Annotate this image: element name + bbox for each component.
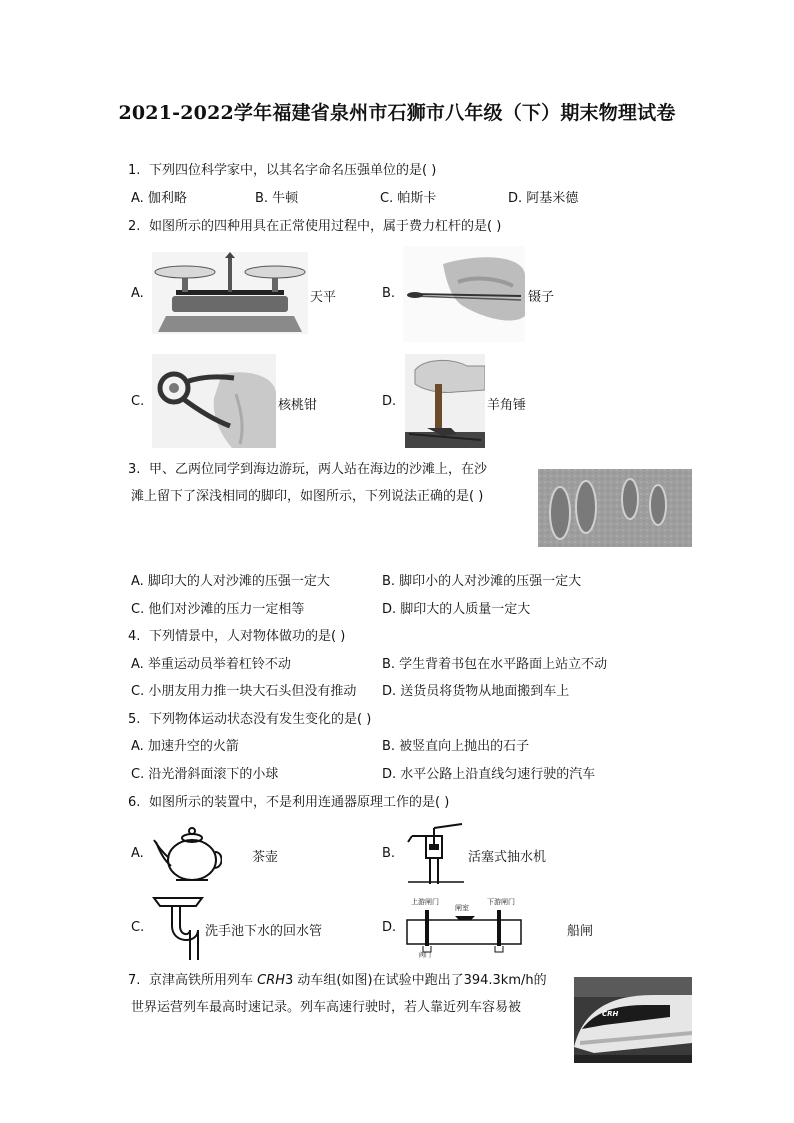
- question-stem: 下列情景中，人对物体做功的是( ): [149, 629, 346, 644]
- option-a-label: 天平: [310, 290, 337, 305]
- lock-label-upstream: 上游闸门: [411, 898, 439, 906]
- option-b-letter[interactable]: B.: [382, 846, 396, 861]
- option-b[interactable]: B. 被竖直向上抛出的石子: [382, 739, 530, 754]
- question-number: 2.: [128, 219, 141, 234]
- option-b[interactable]: B. 牛顿: [255, 191, 299, 206]
- option-d[interactable]: D. 阿基米德: [508, 191, 579, 206]
- question-number: 3.: [128, 462, 141, 477]
- train-model: CRH: [257, 973, 286, 988]
- option-c[interactable]: C. 小朋友用力推一块大石头但没有推动: [131, 684, 357, 699]
- lock-label-valve: 阀门: [419, 952, 432, 959]
- question-number: 1.: [128, 163, 141, 178]
- nutcracker-icon: [152, 354, 276, 448]
- train-image: [574, 977, 692, 1063]
- option-b-label: 活塞式抽水机: [468, 850, 547, 865]
- footprints-image: [538, 469, 692, 547]
- option-c[interactable]: C. 他们对沙滩的压力一定相等: [131, 602, 305, 617]
- option-a[interactable]: A. 举重运动员举着杠铃不动: [131, 657, 291, 672]
- option-b-label: 镊子: [528, 290, 555, 305]
- option-a[interactable]: A. 伽利略: [131, 191, 187, 206]
- option-c-letter[interactable]: C.: [131, 394, 145, 409]
- question-stem-line2: 世界运营列车最高时速记录。列车高速行驶时，若人靠近列车容易被: [131, 1000, 522, 1015]
- piston-pump-icon: [404, 822, 468, 886]
- option-c[interactable]: C. 帕斯卡: [380, 191, 437, 206]
- tweezers-icon: [403, 246, 525, 342]
- option-d[interactable]: D. 脚印大的人质量一定大: [382, 602, 531, 617]
- option-a[interactable]: A. 脚印大的人对沙滩的压强一定大: [131, 574, 330, 589]
- option-b-letter[interactable]: B.: [382, 286, 396, 301]
- option-a-label: 茶壶: [252, 850, 279, 865]
- question-number: 6.: [128, 795, 141, 810]
- question-stem-line2: 滩上留下了深浅相同的脚印，如图所示，下列说法正确的是( ): [131, 489, 484, 504]
- option-a-letter[interactable]: A.: [131, 286, 144, 301]
- option-d[interactable]: D. 水平公路上沿直线匀速行驶的汽车: [382, 767, 596, 782]
- question-stem: 如图所示的四种用具在正常使用过程中，属于费力杠杆的是( ): [149, 219, 502, 234]
- option-b[interactable]: B. 脚印小的人对沙滩的压强一定大: [382, 574, 582, 589]
- option-c-label: 洗手池下水的回水管: [205, 924, 323, 939]
- question-stem: 下列物体运动状态没有发生变化的是( ): [149, 712, 372, 727]
- train-badge: CRH: [602, 1010, 619, 1018]
- stem-part: 京津高铁所用列车: [149, 973, 258, 988]
- option-b[interactable]: B. 学生背着书包在水平路面上站立不动: [382, 657, 608, 672]
- question-stem-line1: 甲、乙两位同学到海边游玩，两人站在海边的沙滩上，在沙: [149, 462, 488, 477]
- option-d-label: 船闸: [567, 924, 594, 939]
- claw-hammer-icon: [405, 354, 485, 448]
- teapot-icon: [152, 822, 222, 884]
- option-d-letter[interactable]: D.: [382, 920, 397, 935]
- option-d-label: 羊角锤: [487, 398, 527, 413]
- lock-label-downstream: 下游闸门: [487, 898, 515, 906]
- option-c[interactable]: C. 沿光滑斜面滚下的小球: [131, 767, 279, 782]
- lock-label-chamber: 闸室: [455, 904, 469, 912]
- question-number: 7.: [128, 973, 141, 988]
- page-title: 2021-2022学年福建省泉州市石狮市八年级（下）期末物理试卷: [118, 102, 676, 124]
- question-number: 4.: [128, 629, 141, 644]
- option-c-letter[interactable]: C.: [131, 920, 145, 935]
- stem-part: 3 动车组(如图)在试验中跑出了394.3km/h的: [285, 973, 547, 988]
- option-d[interactable]: D. 送货员将货物从地面搬到车上: [382, 684, 570, 699]
- sink-trap-icon: [152, 896, 204, 960]
- question-stem: 如图所示的装置中，不是利用连通器原理工作的是( ): [149, 795, 450, 810]
- option-a-letter[interactable]: A.: [131, 846, 144, 861]
- question-number: 5.: [128, 712, 141, 727]
- ship-lock-icon: [405, 896, 523, 958]
- option-d-letter[interactable]: D.: [382, 394, 397, 409]
- question-stem: 下列四位科学家中，以其名字命名压强单位的是( ): [149, 163, 437, 178]
- option-c-label: 核桃钳: [278, 398, 318, 413]
- balance-scale-icon: [152, 252, 308, 334]
- option-a[interactable]: A. 加速升空的火箭: [131, 739, 239, 754]
- question-stem-line1: [149, 973, 547, 989]
